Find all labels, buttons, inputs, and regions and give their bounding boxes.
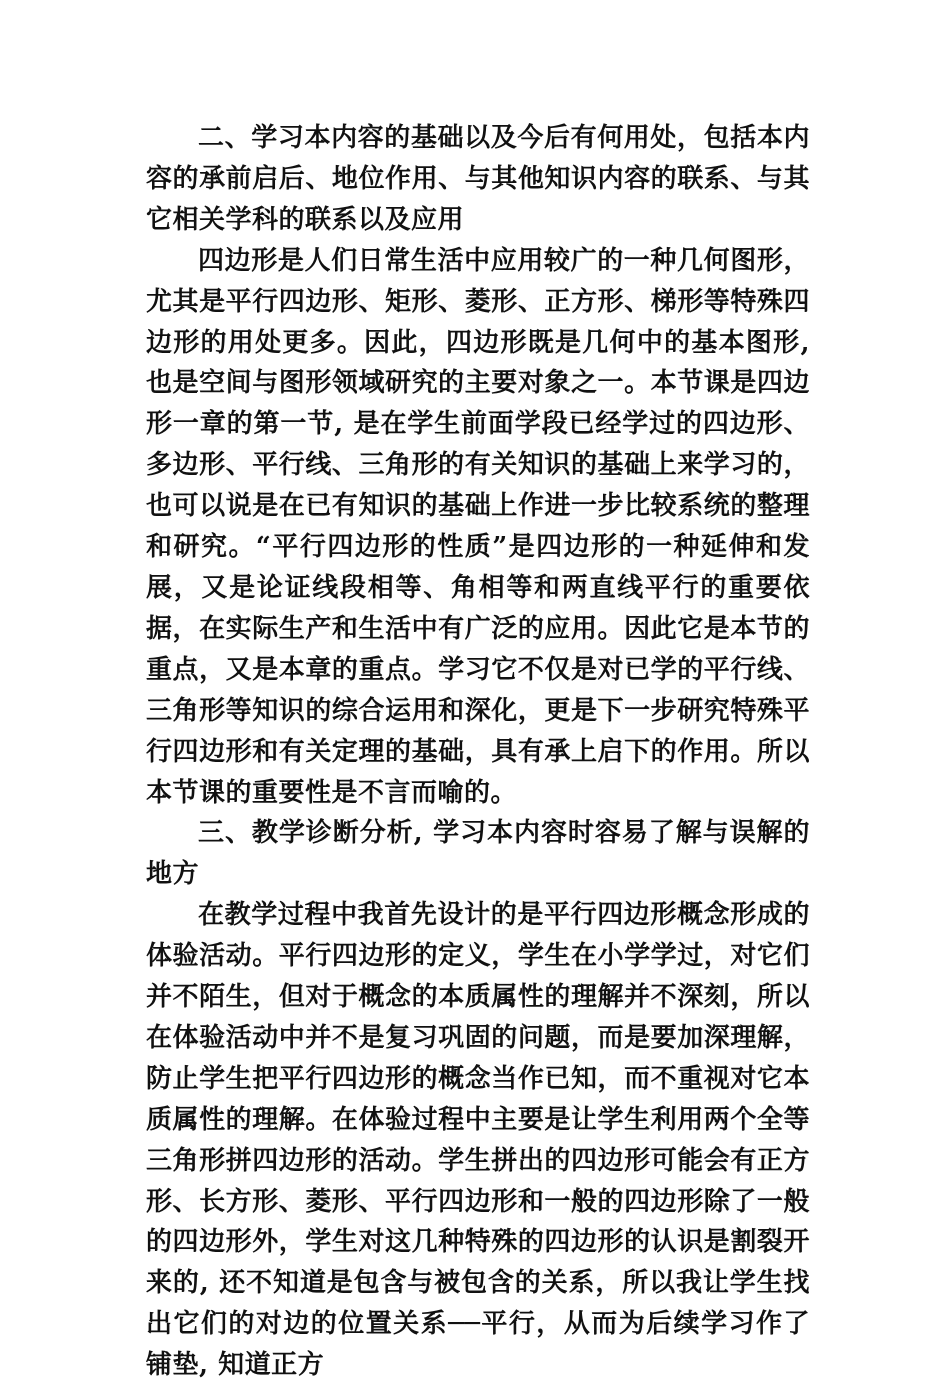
body-paragraph: 在教学过程中我首先设计的是平行四边形概念形成的体验活动。平行四边形的定义，学生在小学学过，对它们并不陌生，但对于概念的本质属性的理解并不深刻，所以在体验活动中并不是复习巩固的问题，而是要加深理解，防止学生把平行四边形的概念当作已知，而不重视对它本质属性的理解。在体验过程中主要是让学生利用两个全等三角形拼四边形的活动。学生拼出的四边形可能会有正方形、长方形、菱形、平行四边形和一般的四边形除了一般的四边形外，学生对这几种特殊的四边形的认识是割裂开来的, 还不知道是包含与被包含的关系，所以我让学生找出它们的对边的位置关系──平行，从而为后续学习作了铺垫, 知道正方 xyxy=(146,900,810,1381)
document-body xyxy=(146,118,810,1386)
section-heading-2: 二、学习本内容的基础以及今后有何用处，包括本内容的承前启后、地位作用、与其他知识内容的联系、与其它相关学科的联系以及应用 xyxy=(146,123,810,235)
body-paragraph: 四边形是人们日常生活中应用较广的一种几何图形，尤其是平行四边形、矩形、菱形、正方形、梯形等特殊四边形的用处更多。因此，四边形既是几何中的基本图形, 也是空间与图形领域研究的主要对象之一。本节课是四边形一章的第一节, 是在学生前面学段已经学过的四边形、多边形、平行线、三角形的有关知识的基础上来学习的，也可以说是在已有知识的基础上作进一步比较系统的整理和研究。“平行四边形的性质”是四边形的一种延伸和发展，又是论证线段相等、角相等和两直线平行的重要依据，在实际生产和生活中有广泛的应用。因此它是本节的重点，又是本章的重点。学习它不仅是对已学的平行线、三角形等知识的综合运用和深化，更是下一步研究特殊平行四边形和有关定理的基础，具有承上启下的作用。所以本节课的重要性是不言而喻的。 xyxy=(146,245,810,808)
section-heading-3: 三、教学诊断分析, 学习本内容时容易了解与误解的地方 xyxy=(146,818,810,890)
